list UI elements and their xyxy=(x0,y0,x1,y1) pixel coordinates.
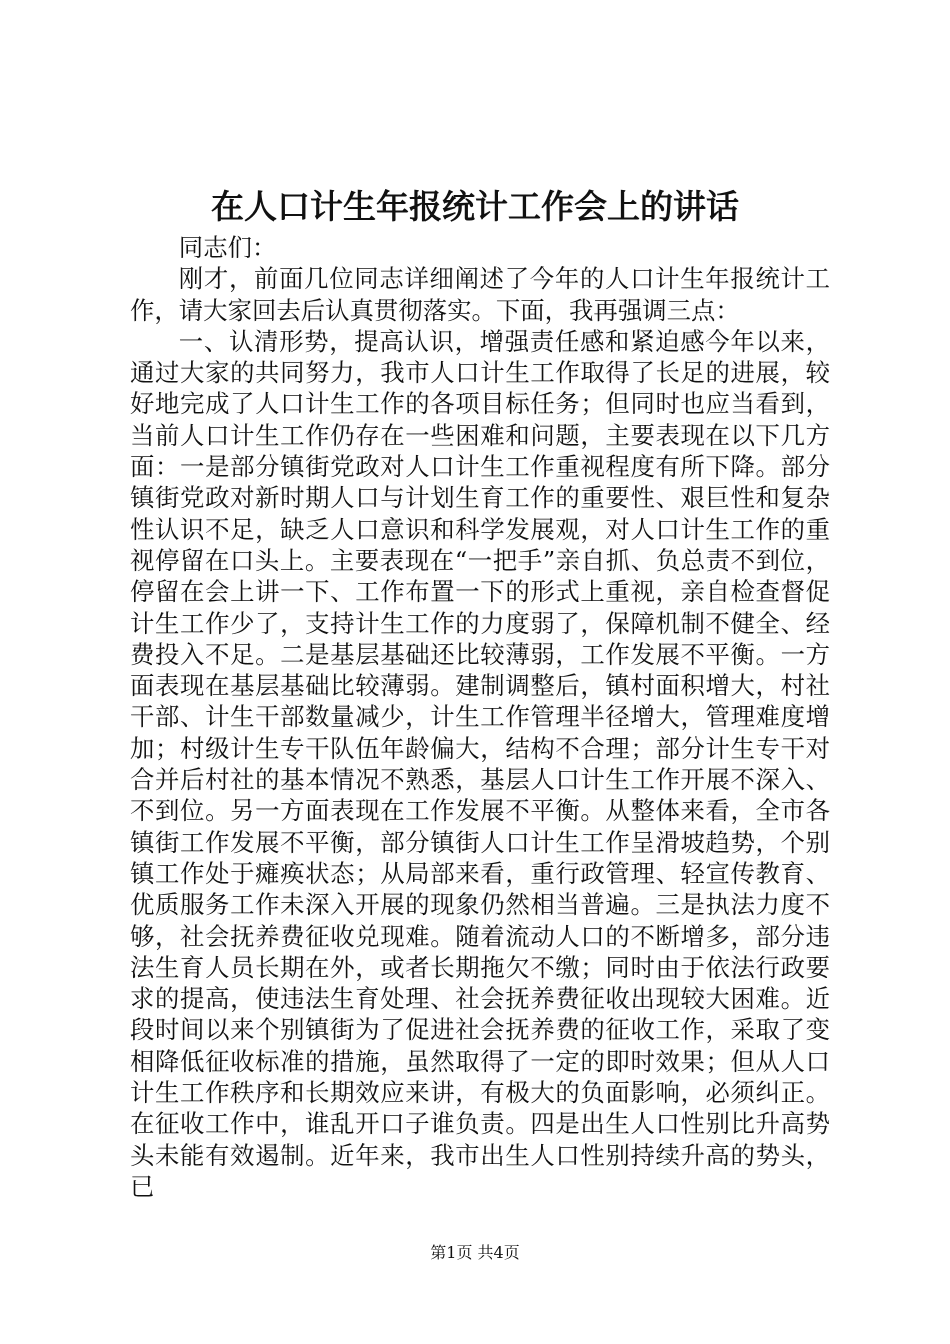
document-body xyxy=(130,232,830,1202)
document-title: 在人口计生年报统计工作会上的讲话 xyxy=(211,187,739,226)
salutation-paragraph: 同志们： xyxy=(178,233,277,262)
intro-paragraph: 刚才，前面几位同志详细阐述了今年的人口计生年报统计工作，请大家回去后认真贯彻落实。下面，我再强调三点： xyxy=(130,264,830,325)
main-paragraph: 一、认清形势，提高认识，增强责任感和紧迫感今年以来，通过大家的共同努力，我市人口计生工作取得了长足的进展，较好地完成了人口计生工作的各项目标任务；但同时也应当看到，当前人口计生工作仍存在一些困难和问题，主要表现在以下几方面：一是部分镇街党政对人口计生工作重视程度有所下降。部分镇街党政对新时期人口与计划生育工作的重要性、艰巨性和复杂性认识不足，缺乏人口意识和科学发展观，对人口计生工作的重视停留在口头上。主要表现在“一把手”亲自抓、负总责不到位，停留在会上讲一下、工作布置一下的形式上重视，亲自检查督促计生工作少了，支持计生工作的力度弱了，保障机制不健全、经费投入不足。二是基层基础还比较薄弱，工作发展不平衡。一方面表现在基层基础比较薄弱。建制调整后，镇村面积增大，村社干部、计生干部数量减少，计生工作管理半径增大，管理难度增加；村级计生专干队伍年龄偏大，结构不合理；部分计生专干对合并后村社的基本情况不熟悉，基层人口计生工作开展不深入、不到位。另一方面表现在工作发展不平衡。从整体来看，全市各镇街工作发展不平衡，部分镇街人口计生工作呈滑坡趋势，个别镇工作处于瘫痪状态；从局部来看，重行政管理、轻宣传教育、优质服务工作未深入开展的现象仍然相当普遍。三是执法力度不够，社会抚养费征收兑现难。随着流动人口的不断增多，部分违法生育人员长期在外，或者长期拖欠不缴；同时由于依法行政要求的提高，使违法生育处理、社会抚养费征收出现较大困难。近段时间以来个别镇街为了促进社会抚养费的征收工作，采取了变相降低征收标准的措施，虽然取得了一定的即时效果；但从人口计生工作秩序和长期效应来讲，有极大的负面影响，必须纠正。在征收工作中，谁乱开口子谁负责。四是出生人口性别比升高势头未能有效遏制。近年来，我市出生人口性别持续升高的势头，已 xyxy=(130,326,830,1201)
page-number-footer: 第1页 共4页 xyxy=(430,1243,520,1262)
